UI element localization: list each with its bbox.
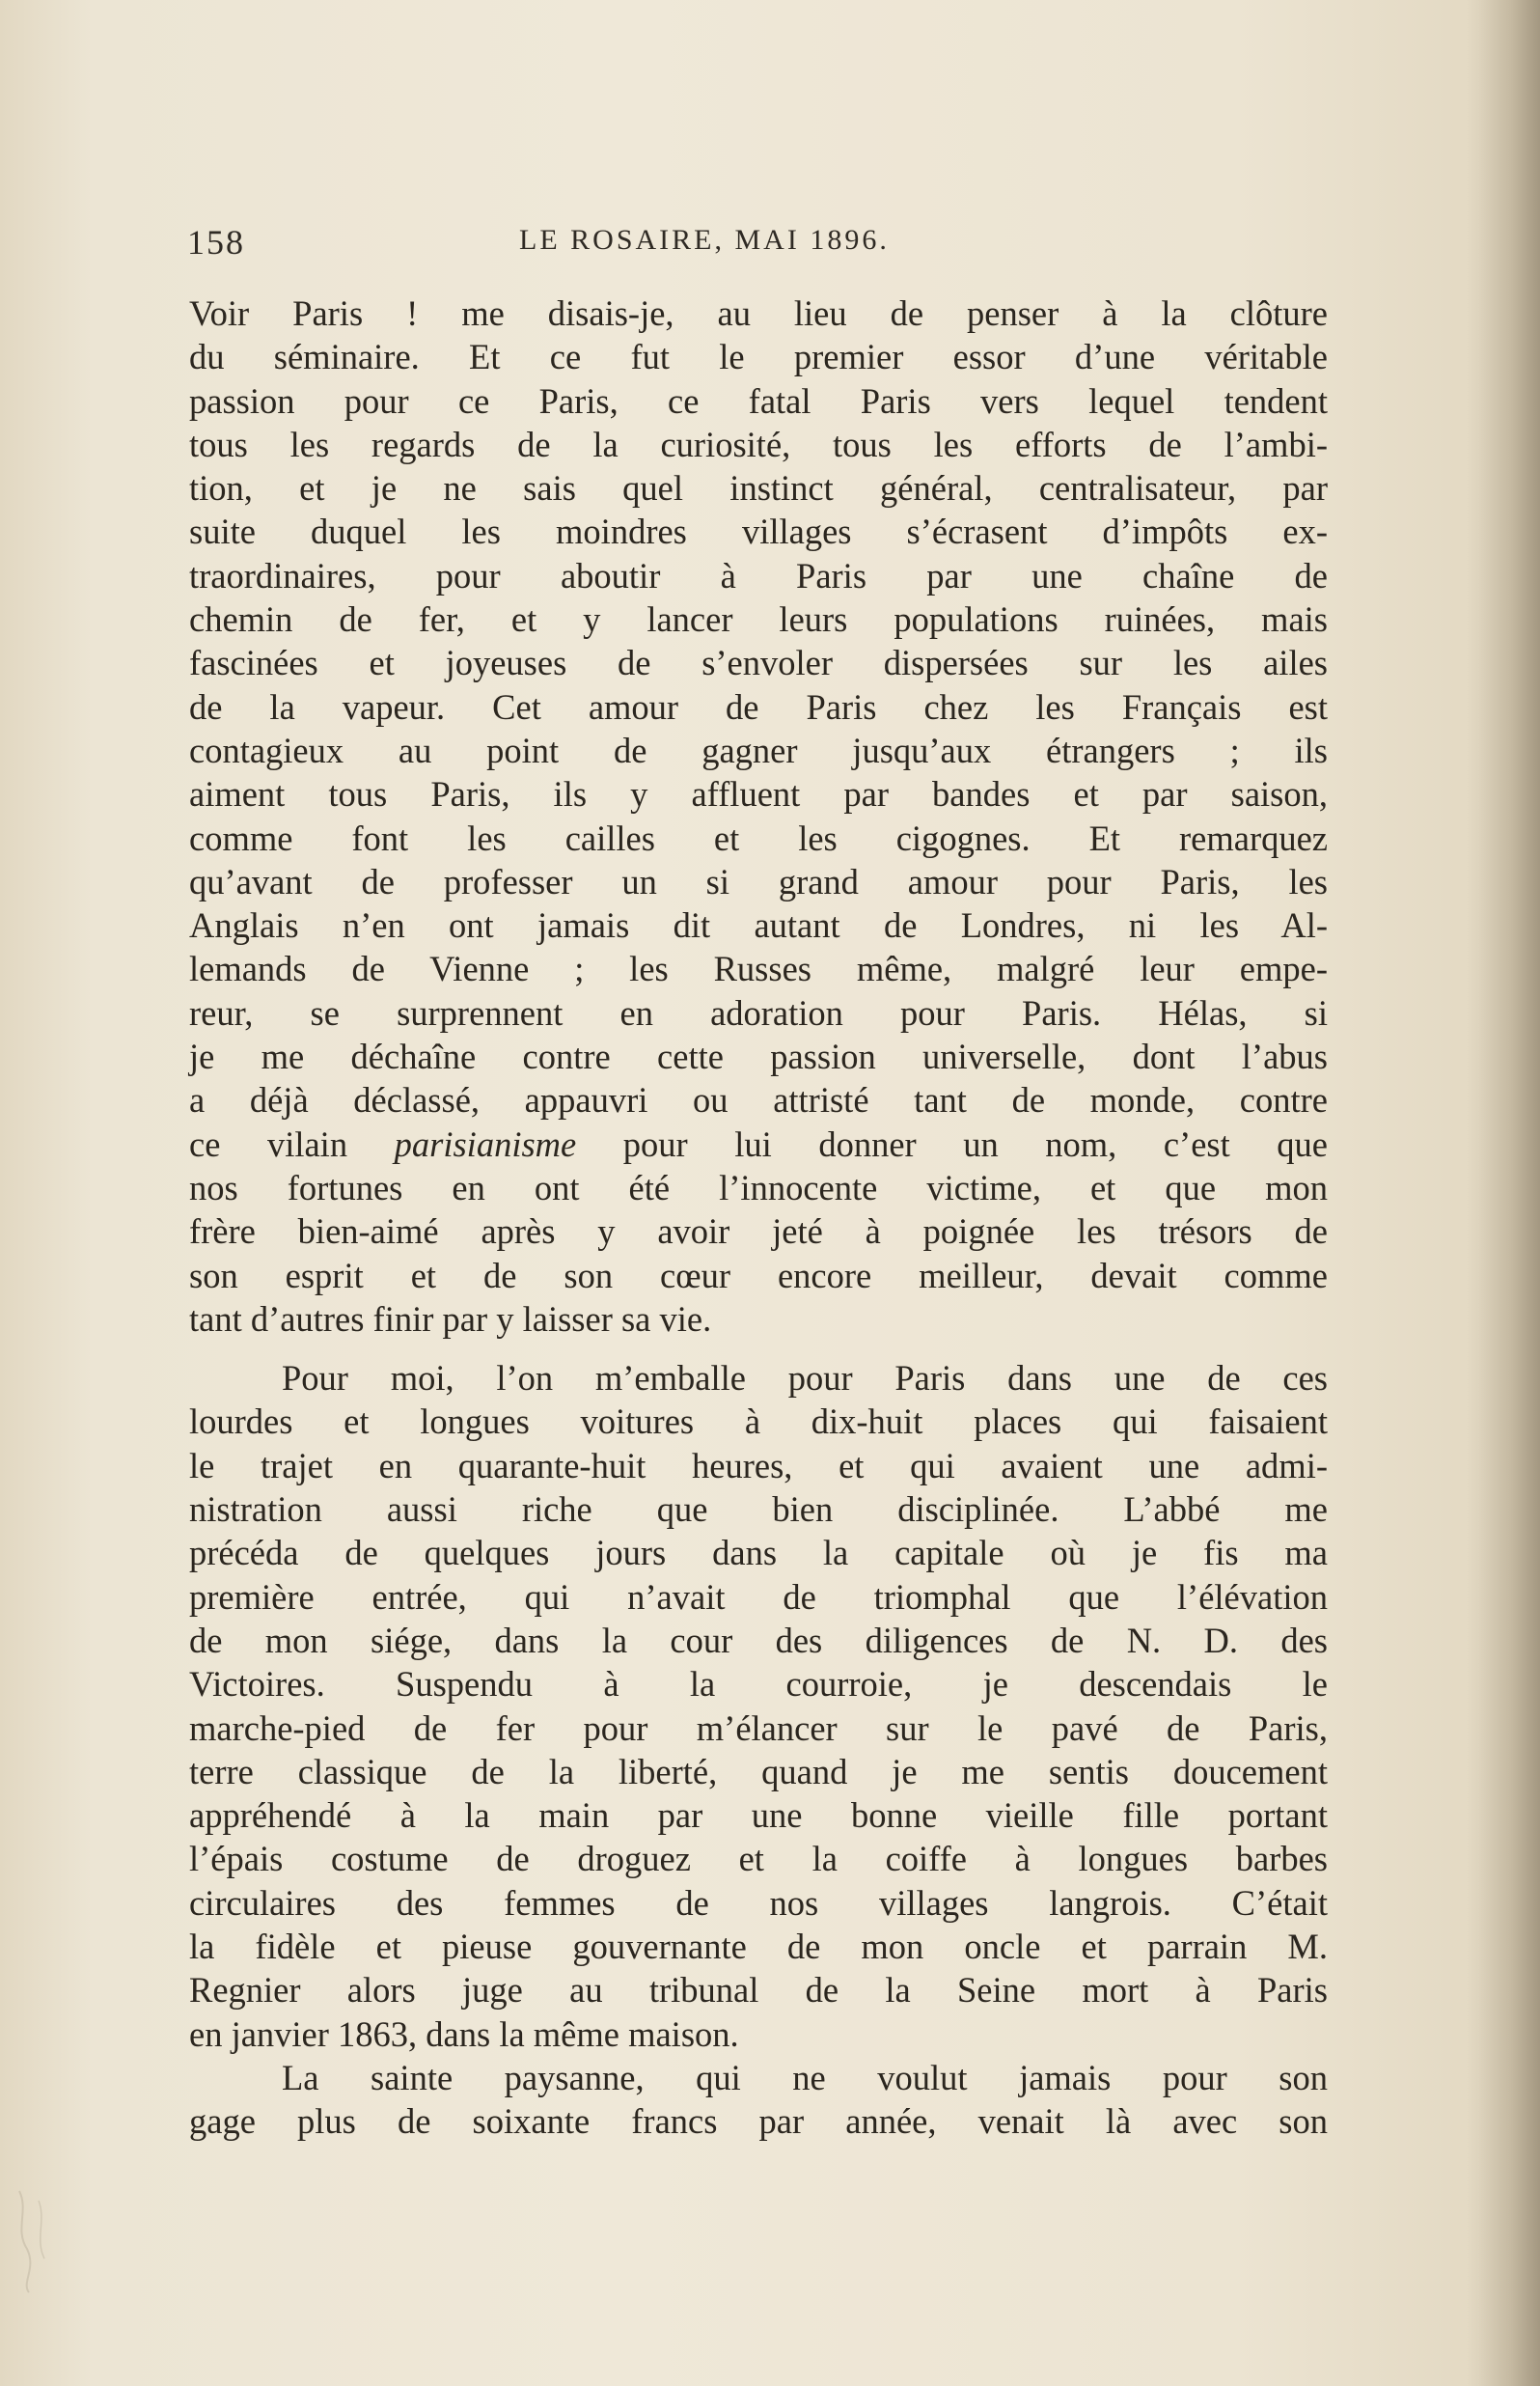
text-line: l’épais costume de droguez et la coiffe à longues barbes bbox=[189, 1839, 1328, 1879]
text-line: lourdes et longues voitures à dix-huit places qui faisaient bbox=[189, 1401, 1328, 1442]
text-line-with-italic bbox=[189, 1123, 1328, 1166]
text-line: la fidèle et pieuse gouvernante de mon oncle et parrain M. bbox=[189, 1926, 1328, 1966]
text-line: suite duquel les moindres villages s’écrasent d’impôts ex- bbox=[189, 512, 1328, 552]
text-line: traordinaires, pour aboutir à Paris par une chaîne de bbox=[189, 555, 1328, 596]
text-line: fascinées et joyeuses de s’envoler dispersées sur les ailes bbox=[189, 643, 1328, 683]
text-line: en janvier 1863, dans la même maison. bbox=[189, 2013, 739, 2054]
running-header bbox=[187, 222, 959, 264]
text-line: Voir Paris ! me disais-je, au lieu de penser à la clôture bbox=[189, 293, 1328, 333]
text-line: du séminaire. Et ce fut le premier essor d’une véritable bbox=[189, 337, 1328, 377]
page-number: 158 bbox=[187, 223, 245, 262]
text-line: terre classique de la liberté, quand je me sentis doucement bbox=[189, 1751, 1328, 1791]
text-line: comme font les cailles et les cigognes. Et remarquez bbox=[189, 818, 1328, 858]
text-line: appréhendé à la main par une bonne vieille fille portant bbox=[189, 1795, 1328, 1836]
paragraph-2 bbox=[189, 1356, 1328, 2056]
paper-stain-decoration bbox=[10, 2181, 68, 2297]
text-line: aiment tous Paris, ils y affluent par bandes et par saison, bbox=[189, 774, 1328, 815]
body-text bbox=[189, 291, 1328, 2143]
text-line: qu’avant de professer un si grand amour pour Paris, les bbox=[189, 861, 1328, 902]
text-line: Pour moi, l’on m’emballe pour Paris dans une de ces bbox=[282, 1358, 1328, 1399]
text-line: précéda de quelques jours dans la capitale où je fis ma bbox=[189, 1533, 1328, 1573]
text-line: a déjà déclassé, appauvri ou attristé tant de monde, contre bbox=[189, 1080, 1328, 1121]
paragraph-1 bbox=[189, 291, 1328, 1341]
text-line: son esprit et de son cœur encore meilleur, devait comme bbox=[189, 1255, 1328, 1295]
text-line: reur, se surprennent en adoration pour Paris. Hélas, si bbox=[189, 992, 1328, 1033]
text-line: La sainte paysanne, qui ne voulut jamais pour son bbox=[282, 2057, 1328, 2097]
italic-line-before: ce vilain bbox=[189, 1124, 395, 1164]
page-gutter-shadow bbox=[1467, 0, 1540, 2386]
text-line: lemands de Vienne ; les Russes même, malgré leur empe- bbox=[189, 949, 1328, 989]
text-line: circulaires des femmes de nos villages langrois. C’était bbox=[189, 1882, 1328, 1923]
text-line: tant d’autres finir par y laisser sa vie. bbox=[189, 1298, 712, 1339]
running-title: LE ROSAIRE, MAI 1896. bbox=[519, 224, 890, 256]
text-line: Anglais n’en ont jamais dit autant de Londres, ni les Al- bbox=[189, 905, 1328, 946]
paragraph-3 bbox=[189, 2056, 1328, 2144]
text-line: marche-pied de fer pour m’élancer sur le pavé de Paris, bbox=[189, 1707, 1328, 1748]
italic-word: parisianisme bbox=[394, 1124, 577, 1164]
text-line: nos fortunes en ont été l’innocente victime, et que mon bbox=[189, 1167, 1328, 1207]
paragraph-gap bbox=[189, 1341, 1328, 1356]
text-line: Regnier alors juge au tribunal de la Seine mort à Paris bbox=[189, 1970, 1328, 2011]
text-line: tous les regards de la curiosité, tous les efforts de l’ambi- bbox=[189, 424, 1328, 464]
text-line: tion, et je ne sais quel instinct général, centralisateur, par bbox=[189, 468, 1328, 509]
text-line: le trajet en quarante-huit heures, et qui avaient une admi- bbox=[189, 1445, 1328, 1485]
text-line: nistration aussi riche que bien disciplinée. L’abbé me bbox=[189, 1489, 1328, 1530]
text-line: première entrée, qui n’avait de triomphal que l’élévation bbox=[189, 1576, 1328, 1617]
italic-line-after: pour lui donner un nom, c’est que bbox=[576, 1124, 1328, 1164]
text-line: gage plus de soixante francs par année, venait là avec son bbox=[189, 2101, 1328, 2142]
text-line: passion pour ce Paris, ce fatal Paris vers lequel tendent bbox=[189, 380, 1328, 421]
text-line: Victoires. Suspendu à la courroie, je descendais le bbox=[189, 1664, 1328, 1705]
text-line: chemin de fer, et y lancer leurs populations ruinées, mais bbox=[189, 599, 1328, 640]
text-line: frère bien-aimé après y avoir jeté à poignée les trésors de bbox=[189, 1211, 1328, 1252]
text-line: contagieux au point de gagner jusqu’aux étrangers ; ils bbox=[189, 730, 1328, 770]
text-line: de la vapeur. Cet amour de Paris chez les Français est bbox=[189, 686, 1328, 727]
text-line: je me déchaîne contre cette passion universelle, dont l’abus bbox=[189, 1037, 1328, 1077]
text-line: de mon siége, dans la cour des diligences de N. D. des bbox=[189, 1620, 1328, 1660]
